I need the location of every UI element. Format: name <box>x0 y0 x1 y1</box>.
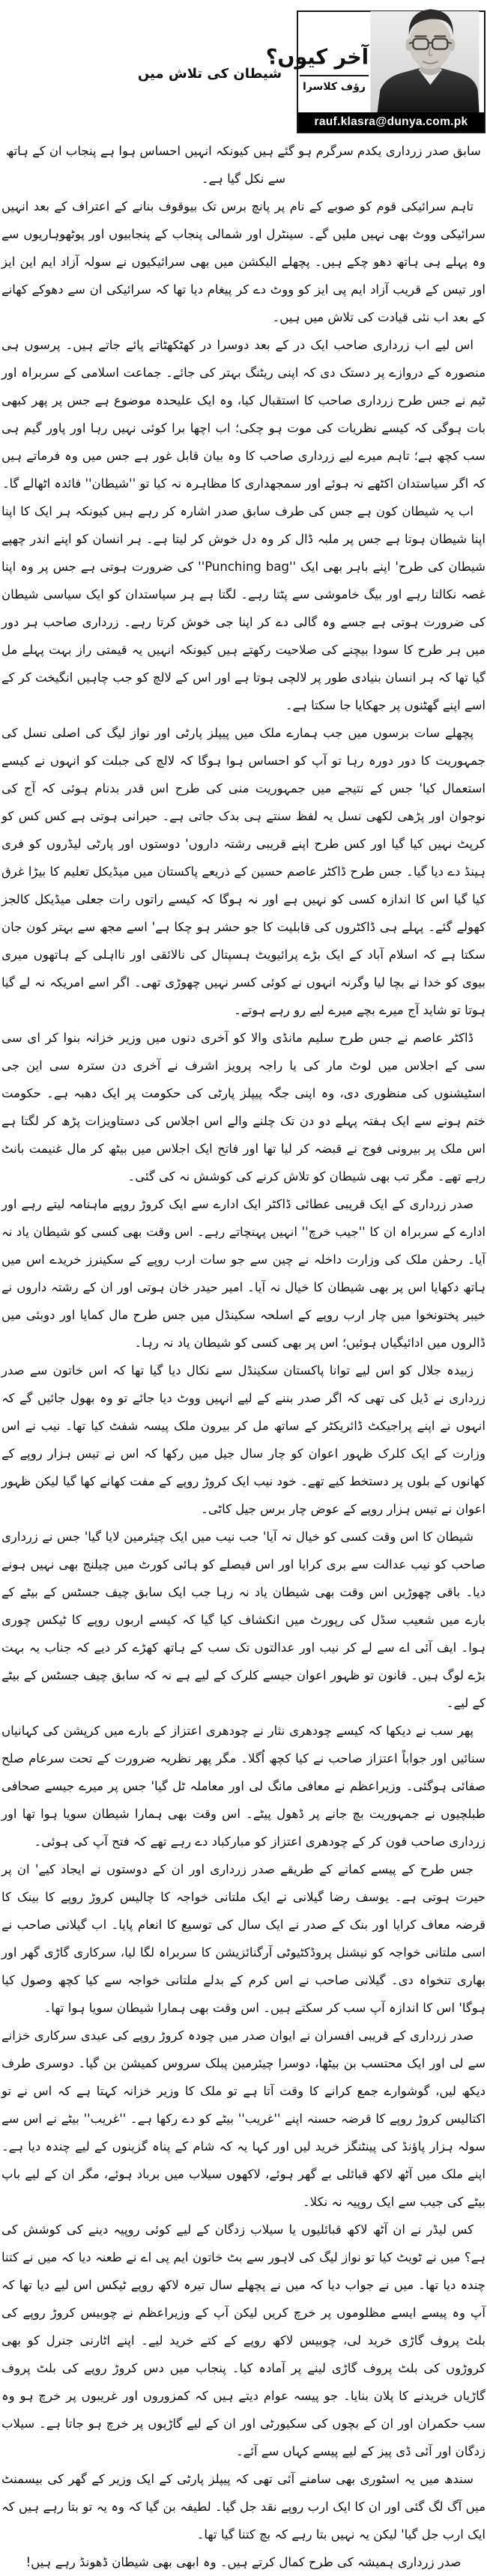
article-paragraph: سندھ میں یہ اسٹوری بھی سامنے آئی تھی کہ پیپلز پارٹی کے ایک وزیر کے گھر کی بیسمنٹ میں آگ لگ گئی اور ان کا ایک ارب روپے نقد جل گیا۔ لطیفہ بن گیا کہ وہ یہ تو بتا رہے ہیں کہ ایک ارب جل گیا' لیکن یہ نہیں بتا رہے کہ بچ کتنا گیا تھا۔ <box>1 2472 486 2542</box>
article-paragraph: تاہم سرائیکی قوم کو صوبے کے نام پر پانچ برس تک بیوقوف بنانے کے اعتراف کے بعد انہیں سرائیکی ووٹ بھی نہیں ملیں گے۔ سینٹرل اور شمالی پنجاب کے پنجابیوں اور پوٹھوہاریوں سے وہ پہلے ہی ہاتھ دھو چکے ہیں۔ پچھلے الیکشن میں بھی سرائیکیوں نے سولہ آزاد ایم این ایز اور تیس کے قریب آزاد ایم پی ایز کو ووٹ دے کر پیغام دیا تھا کہ سرائیکی ان سے دھوکے کھانے کے بعد اب نئی قیادت کی تلاش میں ہیں۔ <box>1 199 486 324</box>
article-paragraph: اب یہ شیطان کون ہے جس کی طرف سابق صدر اشارہ کر رہے ہیں کیونکہ ہر ایک کا اپنا اپنا شیطان ہوتا ہے جس پر ملبہ ڈال کر وہ دل خوش کر لیتا ہے۔ ہر انسان کو اپنے اندر چھپے شیطان کی طرح' اپنے باہر بھی ایک ''Punching bag'' کی ضرورت ہوتی ہے جس پر وہ اپنا غصہ نکالتا رہے اور بیگ خاموشی سے پٹتا رہے۔ لگتا ہے ہر سیاستدان کو ایک سیاسی شیطان کی ضرورت ہوتی ہے جسے وہ گالی دے کر اپنا جی خوش کرتا رہے۔ زرداری صاحب ہر دور میں ہر طرح کا سودا بیچنے کی صلاحیت رکھتے ہیں کیونکہ انہیں یہ قیمتی راز بہت پہلے مل گیا تھا کہ ہر انسان بنیادی طور پر لالچی ہوتا ہے اور اس کے لالچ کو جب چاہیں انگیخت کر کے اسے اپنے گھٹنوں پر جھکایا جا سکتا ہے۔ <box>1 504 486 712</box>
article-paragraph: کس لیڈر نے ان آٹھ لاکھ قبائلیوں یا سیلاب زدگان کے لیے کوئی روپیہ دینے کی کوشش کی ہے؟ میں نے ٹویٹ کیا تو نواز لیگ کی لاہور سے بٹ خاتون ایم پی اے نے طعنہ دیا کہ میں نے کتنا چندہ دیا تھا۔ میں نے جواب دیا کہ میں نے پچھلے سال تیرہ لاکھ روپے ٹیکس اس لیے دیا تھا کہ آپ وہ پیسے ایسے مظلوموں پر خرچ کریں لیکن آپ کے وزیراعظم نے چوبیس کروڑ روپے کی بلٹ پروف گاڑی خرید لی، چوبیس لاکھ روپے کے کتے خرید لیے۔ اپنے اٹارنی جنرل کو بھی کروڑوں کی بلٹ پروف گاڑی لینے پر آمادہ کیا۔ پنجاب میں دس کروڑ روپے کی بلٹ پروف گاڑیاں خریدنے کا پلان بنایا۔ جو پیسہ عوام دیتے ہیں کہ کمزوروں اور غریبوں پر خرچ ہو وہ سب حکمران اور ان کے بچوں کی سکیورٹی اور ان کے لیے گاڑیوں پر خرچ ہو جاتا ہے۔ سیلاب زدگان اور آئی ڈی پیز کے لیے پیسے کہاں سے آئے۔ <box>1 2222 486 2458</box>
column-logo: آخر کیوں؟ <box>265 45 369 70</box>
logo-divider <box>300 75 369 76</box>
article-title: شیطان کی تلاش میں <box>137 66 282 82</box>
article-paragraph: ڈاکٹر عاصم نے جس طرح سلیم مانڈی والا کو آخری دنوں میں وزیر خزانہ بنوا کر ای سی سی کے اجلاس میں لوٹ مار کی یا راجہ پرویز اشرف نے آخری دن سترہ سی این جی اسٹیشنوں کی منظوری دی، وہ اپنی جگہ پیپلز پارٹی کی حکومت پر ایک دھبہ ہے۔ حکومت ختم ہونے سے ایک ہفتہ پہلے دو دن تک چلنے والے اس اجلاس کی دستاویزات پڑھ کر لگتا ہے اس ملک پر بیرونی فوج نے قبضہ کر لیا تھا اور فاتح ایک اجلاس میں بیٹھ کر مال غنیمت بانٹ رہے تھے۔ مگر تب بھی شیطان کو تلاش کرنے کی کوشش نہ کی گئی۔ <box>1 1031 486 1184</box>
article-paragraph: صدر زرداری کے ایک قریبی عطائی ڈاکٹر ایک ادارے سے ایک کروڑ روپے ماہنامہ لیتے رہے اور ادارے کے سربراہ ان کا ''جیب خرچ'' انہیں پہنچاتے رہے۔ اس وقت بھی کسی کو شیطان یاد نہ آیا۔ رحمٰن ملک کی وزارت داخلہ نے چین سے جو سات ارب روپے کے سکینرز خریدے اس میں ہاتھ دکھایا اس پر بھی شیطان کا خیال نہ آیا۔ امیر حیدر خان ہوتی اور ان کے رشتہ داروں نے خیبر پختونخوا میں چار ارب روپے کے اسلحہ سکینڈل میں جس طرح مال کمایا اور دوبئی میں ڈالروں میں ادائیگیاں ہوئیں؛ اس پر بھی کسی کو شیطان یاد نہ رہا۔ <box>1 1197 486 1350</box>
author-email: rauf.klasra@dunya.com.pk <box>298 112 484 132</box>
article-paragraph: صدر زرداری کے قریبی افسران نے ایوان صدر میں چودہ کروڑ روپے کی عیدی سرکاری خزانے سے لی اور ایک محتسب بن بیٹھا، دوسرا چیئرمین پبلک سروس کمیشن بن گیا۔ دوسری طرف دیکھ لیں، گوشوارے جمع کرانے کا وقت آتا ہے تو ملک کا وزیر خزانہ کہتا ہے کہ اس نے تو اکتالیس کروڑ روپے کا قرضہ حسنہ اپنے ''غریب'' بیٹے کو دے رکھا ہے۔ ''غریب'' بیٹے نے اس سے سولہ ہزار پاؤنڈ کی پینٹنگز خرید لیں اور کہا یہ کہ شام کے پناہ گزینوں کے لیے چندہ دیا ہے۔ اپنے ملک میں آٹھ لاکھ قبائلی بے گھر ہوئے، لاکھوں سیلاب میں برباد ہوئے، مگر ان کے لیے باپ بیٹے کی جیب سے ایک روپیہ نہ نکلا۔ <box>1 2028 486 2209</box>
column-logo-block <box>265 45 369 93</box>
article-paragraph: سابق صدر زرداری یکدم سرگرم ہو گئے ہیں کیونکہ انہیں احساس ہوا ہے پنجاب ان کے ہاتھ سے نکل گیا ہے۔ <box>6 144 481 186</box>
article-paragraph: صدر زرداری ہمیشہ کی طرح کمال کرتے ہیں۔ وہ ابھی بھی شیطان ڈھونڈ رہے ہیں! <box>25 2555 462 2569</box>
article-paragraph: شیطان کا اس وقت کسی کو خیال نہ آیا' جب نیب میں ایک چیئرمین لایا گیا' جس نے زرداری صاحب کو نیب عدالت سے بری کرایا اور اس فیصلے کو ہائی کورٹ میں چیلنج بھی نہیں ہونے دیا۔ باقی چھوڑیں اس وقت بھی شیطان یاد نہ رہا جب ایک سابق چیف جسٹس کے بیٹے کے بارے میں شعیب سڈل کی رپورٹ میں انکشاف کیا گیا کہ کیسے اربوں روپے کا ٹیکس چوری ہوا۔ ایف آئی اے سے لے کر نیب اور عدالتوں تک سب کے ہاتھ کھڑے کر دیے کہ جناب یہ بہت بڑے لوگ ہیں۔ قانون تو ظہور اعوان جیسے کلرک کے لیے ہے نہ کہ سابق چیف جسٹس کے بیٹے کے لیے۔ <box>1 1530 486 1710</box>
author-name: رؤف کلاسرا <box>303 80 366 93</box>
article-paragraph: پھر سب نے دیکھا کہ کیسے چودھری نثار نے چودھری اعتزاز کے بارے میں کرپشن کی کہانیاں سنائیں اور جواباً اعتزاز صاحب نے کیا کچھ اُگلا۔ مگر پھر نظریہ ضرورت کے تحت سرعام صلح صفائی ہوگئی۔ وزیراعظم نے معافی مانگ لی اور معاملہ ٹل گیا' جس پر میرے جیسے صحافی طبلچیوں نے جمہوریت بچ جانے پر ڈھول پیٹے۔ اس وقت بھی ہمارا شیطان سویا ہوا تھا اور زرداری صاحب فون کر کے چودھری اعتزاز کو مبارکباد دے رہے تھے کہ فتح آپ کی ہوئی۔ <box>1 1724 486 1849</box>
author-photo <box>366 2 484 112</box>
article-paragraph: زبیدہ جلال کو اس لیے توانا پاکستان سکینڈل سے نکال دیا گیا تھا کہ اس خاتون سے صدر زرداری نے ڈیل کی تھی کہ اگر صدر بننے کے لیے انہیں ووٹ دیا جائے تو وہ بھول جائیں گے کہ انہوں نے اپنے پراجیکٹ ڈائریکٹر کے ساتھ مل کر بیرون ملک پیسہ شفٹ کیا تھا۔ نیب نے اس وزارت کے ایک کلرک ظہور اعوان کو چار سال جیل میں رکھا کہ اس نے تیس ہزار روپے کے کھانوں کے بلوں پر دستخط کیے تھے۔ خود نیب ایک کروڑ روپے کے مفت کھانے کھا گیا لیکن ظہور اعوان نے تیس ہزار روپے کے عوض چار برس جیل کاٹی۔ <box>1 1363 486 1516</box>
article-paragraph: پچھلے سات برسوں میں جب ہمارے ملک میں پیپلز پارٹی اور نواز لیگ کی اصلی نسل کی جمہوریت کا دور دورہ رہا تو آپ کو احساس ہوا ہوگا کہ لالچ کی جبلت کو انہوں نے کیسے استعمال کیا' جس کے نتیجے میں جمہوریت منی کی طرح اس قدر بدنام ہوئی کہ آج کی نوجوان اور پڑھی لکھی نسل یہ لفظ سنتے ہی بدک جاتی ہے۔ حیرانی ہوتی ہے کس کس کو کرپٹ نہیں کیا گیا اور کس طرح اپنے قریبی رشتہ داروں' دوستوں اور پارٹی لیڈروں کو فری ہینڈ دے دیا گیا۔ جس طرح ڈاکٹر عاصم حسین کے ذریعے پاکستان میں میڈیکل تعلیم کا بیڑا غرق کیا گیا اس کا اندازہ کسی کو نہیں ہے اور نہ ہوگا کہ کیسے راتوں رات جعلی میڈیکل کالجز کھولے گئے۔ پہلے ہی ڈاکٹروں کی قابلیت کا جو حشر ہو چکا ہے' اسے مجھ سے بہتر کون جان سکتا ہے کہ اسلام آباد کے ایک بڑے پرائیویٹ ہسپتال کی نالائقی اور نااہلی کے ہاتھوں میری بیوی کو خدا نے بچا لیا وگرنہ انہوں نے کوئی کسر نہیں چھوڑی تھی۔ اگر اسے امریکہ نہ لے گیا ہوتا تو شاید آج میرے بچے میرے لیے رو رہے ہوتے۔ <box>1 726 486 1017</box>
column-masthead <box>265 10 486 133</box>
article-body <box>1 137 486 2569</box>
article-paragraph: اس لیے اب زرداری صاحب ایک در کے بعد دوسرا در کھٹکھٹاتے پائے جاتے ہیں۔ پرسوں ہی منصورہ کے دروازے پر دستک دی کہ اپنی ریٹنگ بہتر کی جائے۔ جماعت اسلامی کے سربراہ اور ٹیم نے جس طرح زرداری صاحب کا استقبال کیا، وہ ایک علیحدہ موضوع ہے جس پر پھر کبھی بات ہوگی کہ کیسے نظریات کی موت ہو چکی؛ اب اچھا برا کوئی نہیں رہا اور پاور گیم ہی سب کچھ ہے؛ تاہم میرے لیے زرداری صاحب کا وہ بیان قابل غور ہے جس میں وہ فرماتے ہیں کہ اگر سیاستدان اکٹھے نہ ہوئے اور سمجھداری کا مظاہرہ نہ کیا تو ''شیطان'' فائدہ اٹھالے گا۔ <box>1 338 486 491</box>
article-paragraph: جس طرح کے پیسے کمانے کے طریقے صدر زرداری اور ان کے دوستوں نے ایجاد کیے' ان پر حیرت ہوتی ہے۔ یوسف رضا گیلانی نے ایک ملتانی خواجہ کا چالیس کروڑ روپے کا بینک کا قرضہ معاف کرایا اور بنک کے صدر نے ایک سال کی توسیع کا انعام پایا۔ اب گیلانی صاحب نے اسی ملتانی خواجہ کو نیشنل پروڈکٹیوٹی آرگنائزیشن کا سربراہ لگا لیا، سرکاری گاڑی گھر اور بھاری تنخواہ دی۔ گیلانی صاحب نے اس کرم کے بدلے ملتانی خواجہ سے کیا کچھ وصول کیا ہوگا' اس کا اندازہ آپ سب کر سکتے ہیں۔ اس وقت بھی ہمارا شیطان سویا ہوا تھا۔ <box>1 1862 486 2015</box>
